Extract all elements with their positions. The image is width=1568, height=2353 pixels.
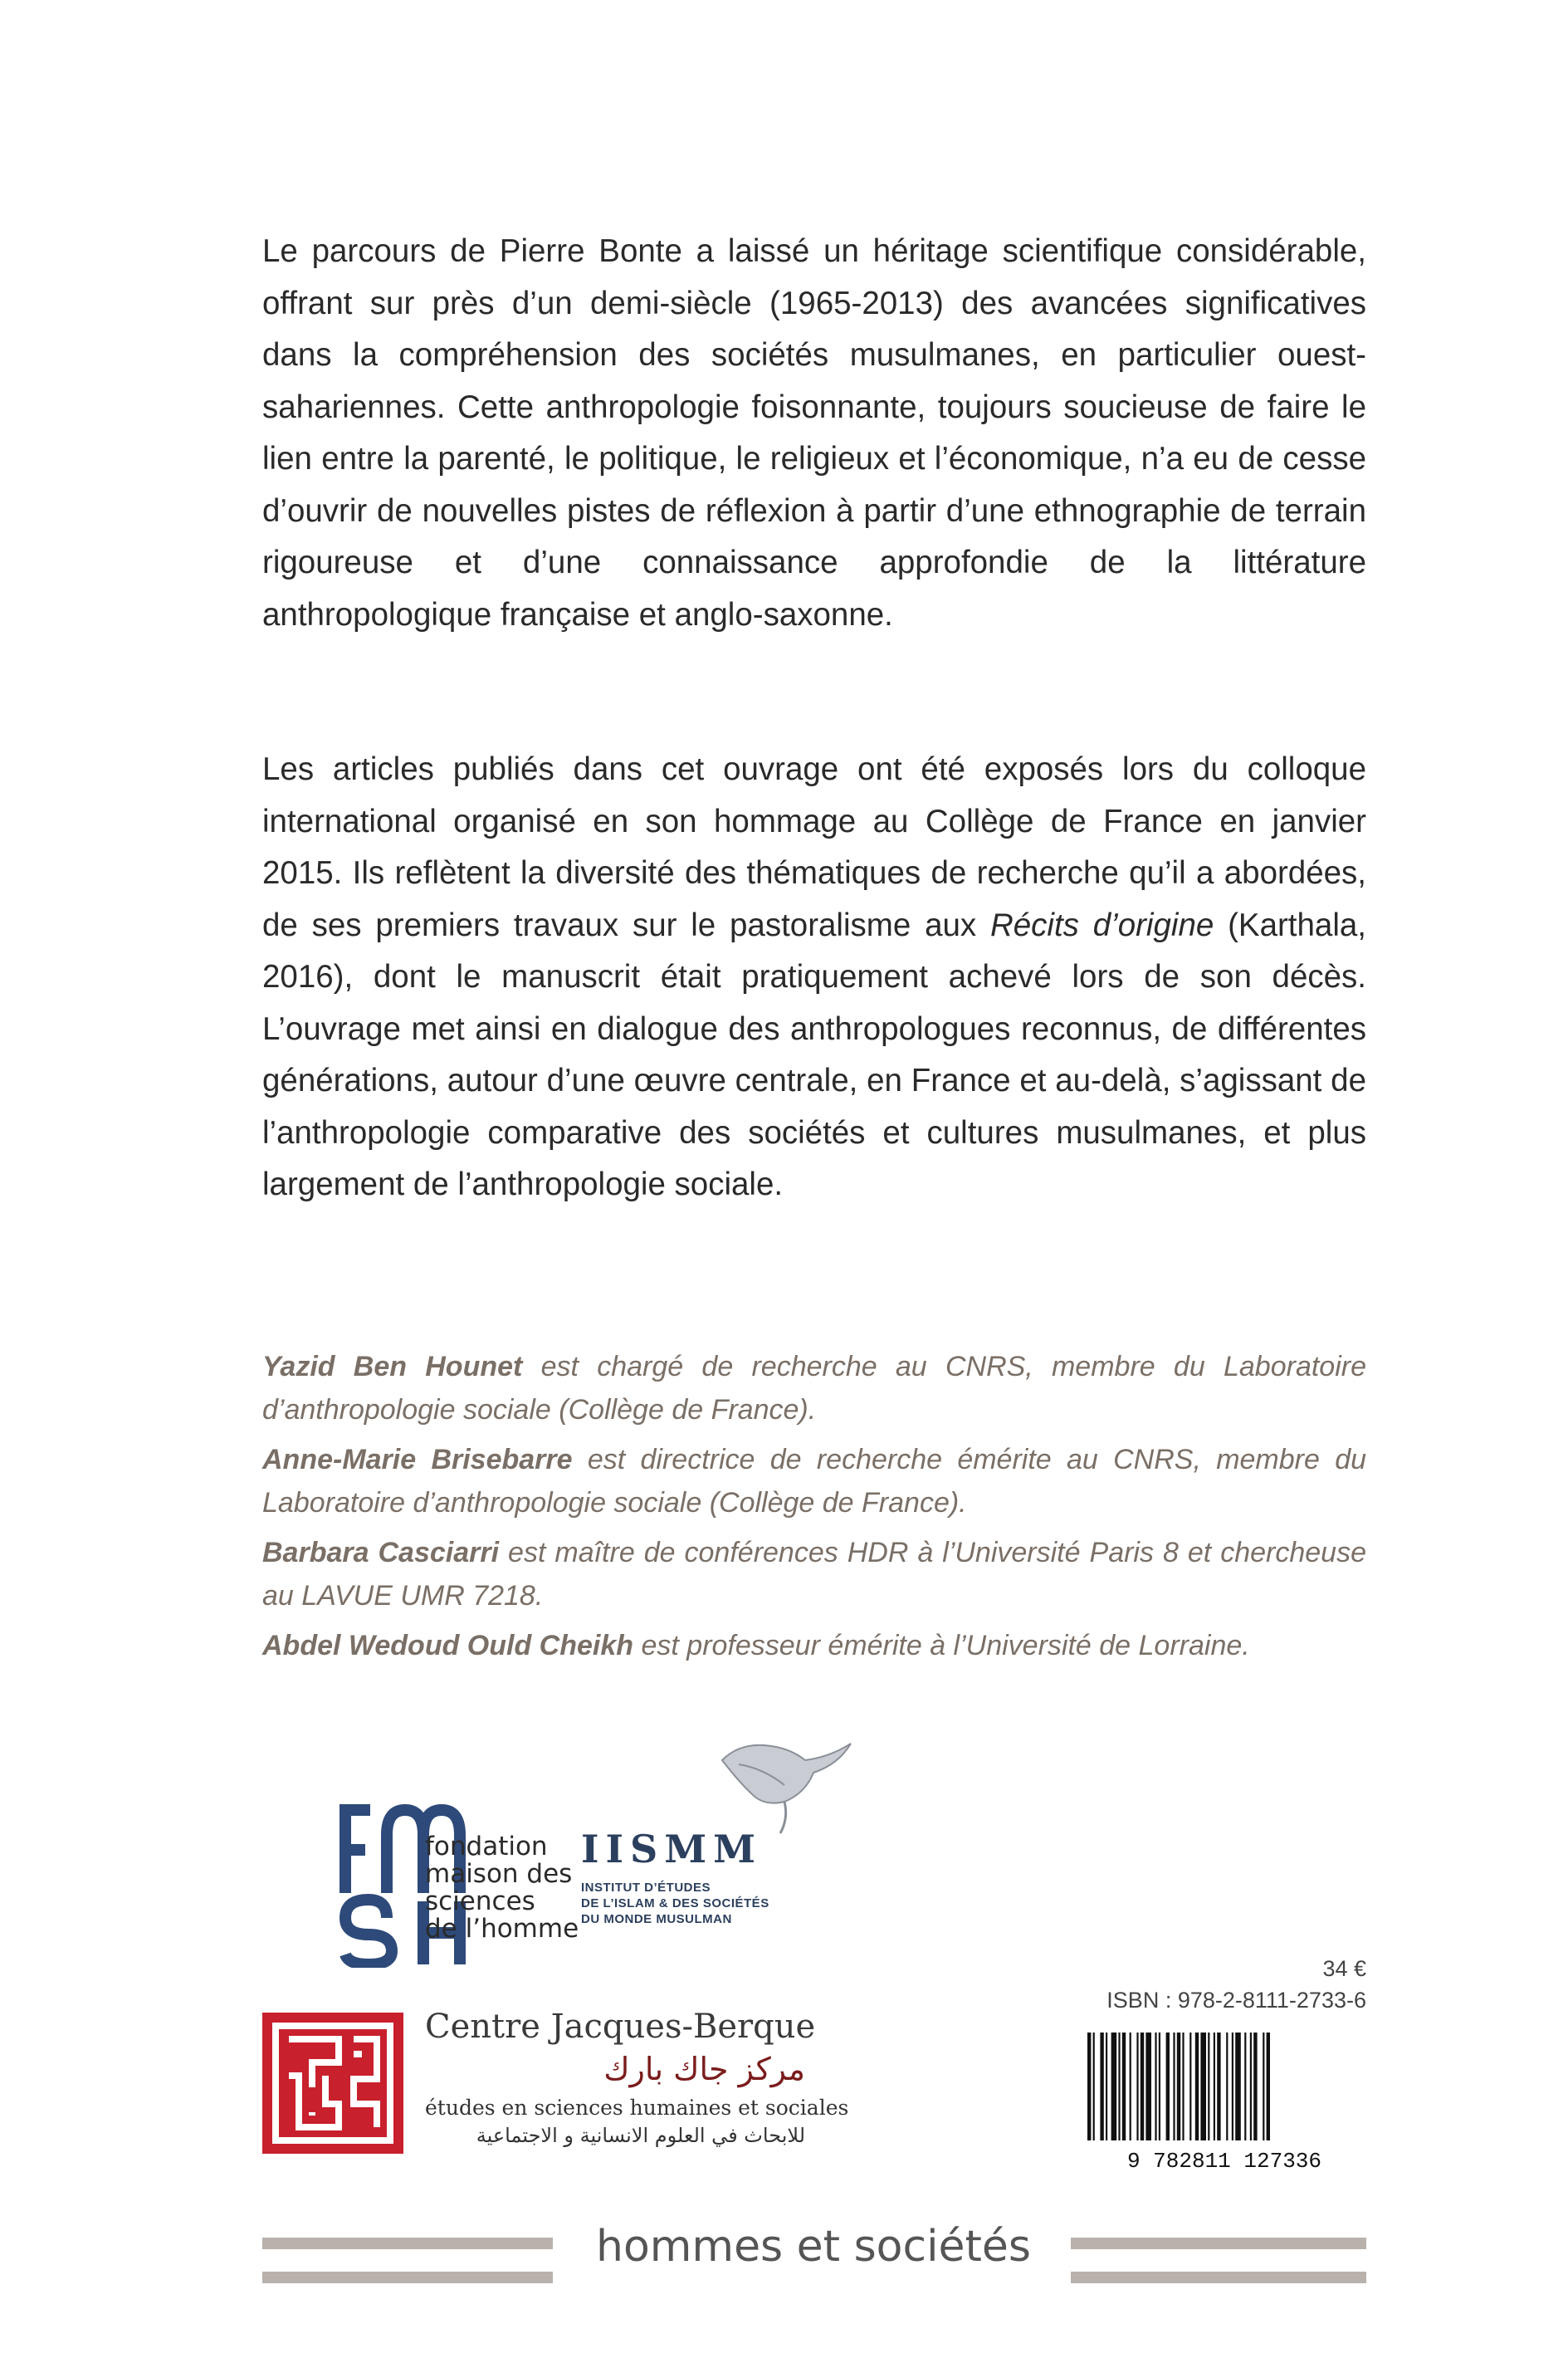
barcode-bar (1100, 2033, 1103, 2140)
iismm-title: IISMM (581, 1827, 763, 1871)
iismm-subtitle-line: DE L’ISLAM & DES SOCIÉTÉS (581, 1896, 769, 1910)
series-title: hommes et sociétés (595, 2222, 1031, 2272)
bird-icon (706, 1727, 855, 1835)
series-bar (1071, 2238, 1366, 2249)
author-bio (262, 1345, 1366, 1431)
barcode-bar (1232, 2033, 1233, 2140)
book-title-recits: Récits d’origine (989, 907, 1214, 943)
author-bio (262, 1624, 1366, 1667)
barcode-bar (1182, 2033, 1184, 2140)
author-name: Abdel Wedoud Ould Cheikh (262, 1630, 634, 1661)
fmsh-line: de l’homme (425, 1914, 579, 1944)
series-bar (262, 2272, 553, 2283)
barcode-digits: 9 782811 127336 (1126, 2149, 1322, 2172)
series-bar (1071, 2272, 1366, 2283)
barcode-bar (1141, 2033, 1144, 2140)
author-description: est professeur émérite à l’Université de Lorraine. (633, 1630, 1250, 1661)
author-description: est chargé de recherche au CNRS, membre du Laboratoire d’anthropologie sociale (Collège de France). (262, 1351, 1366, 1426)
author-bio (262, 1531, 1366, 1617)
barcode-bar (1244, 2033, 1246, 2140)
barcode-bar (1145, 2033, 1151, 2140)
author-name: Anne-Marie Brisebarre (262, 1444, 573, 1475)
barcode-bar (1159, 2033, 1160, 2140)
author-description: est directrice de recherche émérite au CNRS, membre du Laboratoire d’anthropologie sociale (Collège de France). (262, 1444, 1367, 1519)
price: 34 € (1322, 1956, 1366, 1981)
iismm-subtitle (581, 1880, 769, 1927)
barcode-bar (1226, 2033, 1228, 2140)
barcode-bar (1155, 2033, 1156, 2140)
barcode-bar (1267, 2033, 1270, 2140)
barcode-icon (1082, 2033, 1366, 2172)
cjb-labyrinth-icon (262, 2013, 403, 2154)
barcode-bar (1136, 2033, 1138, 2140)
barcode-bar (1250, 2033, 1252, 2140)
barcode-bar (1263, 2033, 1264, 2140)
author-name: Yazid Ben Hounet (262, 1351, 523, 1382)
fmsh-line: maison des (425, 1859, 573, 1889)
barcode-bar (1208, 2033, 1209, 2140)
barcode-bar (1130, 2033, 1131, 2140)
barcode-bar (1118, 2033, 1120, 2140)
barcode-bar (1217, 2033, 1220, 2140)
author-description: est maître de conférences HDR à l’Université Paris 8 et chercheuse au LAVUE UMR 7218. (262, 1537, 1366, 1612)
paragraph-2-text-a: Les articles publiés dans cet ouvrage ont été exposés lors du colloque international organisé en son hommage au Collège de France en janvier 2015. Ils reflètent la diversité des thématiques de recherche qu’il a abordées, de ses premiers travaux sur le pastoralisme aux (262, 751, 1366, 943)
barcode-bar (1200, 2033, 1206, 2140)
barcode-bar (1189, 2033, 1191, 2140)
barcode-bar (1122, 2033, 1126, 2140)
series-bar (262, 2238, 553, 2249)
barcode-bar (1087, 2033, 1091, 2140)
barcode-bar (1177, 2033, 1180, 2140)
barcode-bar (1253, 2033, 1257, 2140)
fmsh-name (425, 1833, 579, 1943)
barcode-bar (1106, 2033, 1107, 2140)
fmsh-line: fondation (425, 1832, 548, 1861)
cjb-arabic-subtitle: للابحاث في العلوم الانسانية و الاجتماعية (476, 2124, 805, 2147)
cjb-subtitle: études en sciences humaines et sociales (425, 2096, 849, 2120)
barcode-bar (1214, 2033, 1215, 2140)
barcode-bar (1195, 2033, 1199, 2140)
fmsh-line: sciences (425, 1886, 535, 1916)
isbn: ISBN : 978-2-8111-2733-6 (1106, 1988, 1366, 2013)
author-bios (262, 1345, 1366, 1674)
author-name: Barbara Casciarri (262, 1537, 500, 1568)
cjb-arabic-title: مركز جاك بارك (603, 2051, 805, 2087)
summary-paragraph-1: Le parcours de Pierre Bonte a laissé un héritage scientifique considérable, offrant sur près d’un demi-siècle (1965-2013) des avancées significatives dans la compréhension des sociétés musulmanes, en particulier ouest-sahariennes. Cette anthropologie foisonnante, toujours soucieuse de faire le lien entre la parenté, le politique, le religieux et l’économique, n’a eu de cesse d’ouvrir de nouvelles pistes de réflexion à partir d’une ethnographie de terrain rigoureuse et d’une connaissance approfondie de la littérature anthropologique française et anglo-saxonne. (262, 233, 1366, 633)
barcode-bar (1111, 2033, 1117, 2140)
barcode-bar (1235, 2033, 1241, 2140)
barcode-bar (1166, 2033, 1170, 2140)
paragraph-2-text-b: (Karthala, 2016), dont le manuscrit était pratiquement achevé lors de son décès. L’ouvrage met ainsi en dialogue des anthropologues reconnus, de différentes générations, autour d’une œuvre centrale, en France et au-delà, s’agissant de l’anthropologie comparative des sociétés et cultures musulmanes, et plus largement de l’anthropologie sociale. (262, 907, 1366, 1202)
barcode-bar (1173, 2033, 1175, 2140)
iismm-subtitle-line: DU MONDE MUSULMAN (581, 1912, 732, 1926)
iismm-subtitle-line: INSTITUT D’ÉTUDES (581, 1881, 711, 1895)
barcode-bar (1093, 2033, 1095, 2140)
author-bio (262, 1438, 1366, 1524)
summary-paragraph-2 (262, 744, 1366, 1211)
cjb-title: Centre Jacques-Berque (425, 2008, 816, 2046)
